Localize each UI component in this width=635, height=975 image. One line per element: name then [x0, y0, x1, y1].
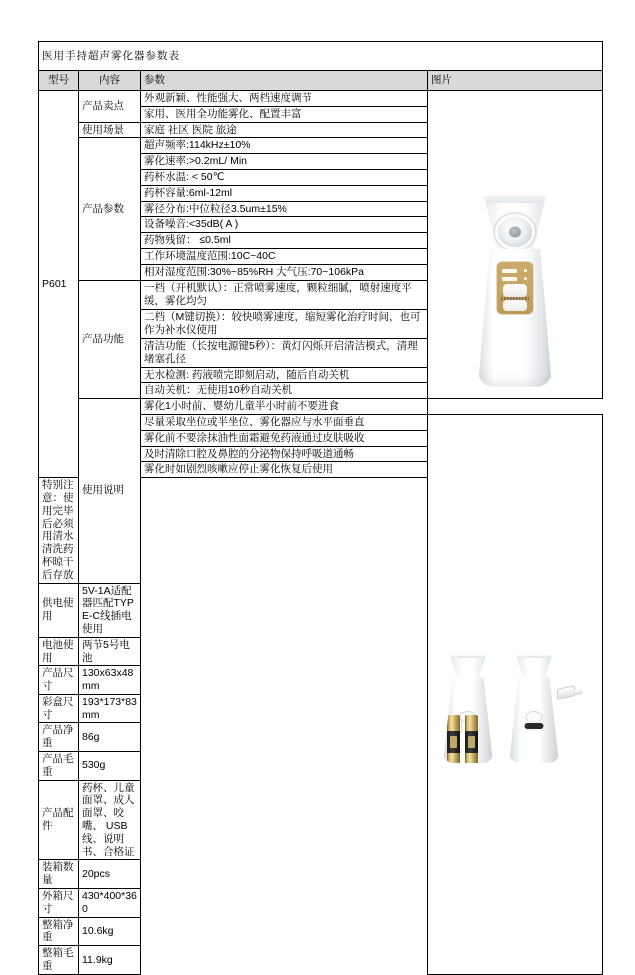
spec-accessories: 药杯、儿童面罩、成人面罩、咬嘴、 USB 线、说明书、合格证	[79, 780, 141, 860]
product-param-7: 药物残留： ≤0.5ml	[141, 233, 428, 249]
column-header-model: 型号	[39, 71, 79, 91]
usage-instruction-6: 特别注意：使用完毕后必须用清水清洗药杯晾干后存放	[39, 478, 79, 583]
category-usage-instructions: 使用说明	[79, 399, 141, 583]
category-accessories: 产品配件	[39, 780, 79, 860]
category-carton-size: 外箱尺寸	[39, 889, 79, 918]
spec-carton-size: 430*400*360	[79, 889, 141, 918]
spec-box-size: 193*173*83mm	[79, 694, 141, 723]
usage-instruction-5: 雾化时如剧烈咳嗽应停止雾化恢复后使用	[141, 462, 428, 478]
usage-instruction-1: 雾化1小时前、婴幼儿童半小时前不要进食	[141, 399, 428, 415]
category-carton-net-weight: 整箱净重	[39, 917, 79, 946]
product-function-3: 清洁功能（长按电源键5秒）：黄灯闪烁开启清洁模式，清理堵塞孔径	[141, 338, 428, 367]
category-net-weight: 产品净重	[39, 723, 79, 752]
nebulizer-mask-top	[484, 191, 546, 253]
spec-battery-use: 两节5号电池	[79, 637, 141, 666]
spec-gross-weight: 530g	[79, 752, 141, 781]
indicator-dot-1	[524, 269, 527, 272]
category-product-params: 产品参数	[79, 138, 141, 280]
nebulizer-pair-graphic	[431, 643, 599, 763]
nebulizer-lid	[484, 191, 546, 203]
product-param-9: 相对湿度范围:30%~85%RH 大气压:70~106kPa	[141, 264, 428, 280]
table-title-row	[39, 42, 603, 71]
nebulizer-device-front	[478, 191, 552, 387]
nebulizer-lid-small-left	[457, 651, 493, 658]
usb-plug-tail	[571, 689, 583, 697]
product-illustration-secondary	[431, 619, 599, 769]
category-selling-points: 产品卖点	[79, 91, 141, 123]
category-battery-use: 电池使用	[39, 637, 79, 666]
indicator-bar-1	[502, 269, 517, 273]
table-header-row	[39, 71, 603, 91]
indicator-dot-2	[524, 277, 527, 280]
product-param-2: 雾化速率:>0.2mL/ Min	[141, 154, 428, 170]
nebulizer-battery-view	[443, 651, 493, 763]
category-product-size: 产品尺寸	[39, 666, 79, 695]
product-param-3: 药杯水温: < 50℃	[141, 169, 428, 185]
category-usage-scenario: 使用场景	[79, 122, 141, 138]
column-header-content: 内容	[79, 71, 141, 91]
spec-carton-net-weight: 10.6kg	[79, 917, 141, 946]
power-button-graphic	[503, 284, 527, 297]
product-param-6: 设备噪音:<35dB( A )	[141, 217, 428, 233]
battery-compartment	[445, 711, 485, 763]
battery-cell-1	[447, 715, 460, 763]
product-param-4: 药杯容量:6ml-12ml	[141, 185, 428, 201]
control-panel	[496, 261, 534, 315]
nebulizer-body-small-left	[443, 677, 493, 763]
battery-cell-2	[465, 715, 478, 763]
usb-c-port	[525, 723, 544, 729]
category-product-functions: 产品功能	[79, 280, 141, 399]
usage-scenario-value: 家庭 社区 医院 旅途	[141, 122, 428, 138]
category-box-size: 彩盒尺寸	[39, 694, 79, 723]
spec-carton-qty: 20pcs	[79, 860, 141, 889]
page-title: 医用手持超声雾化器参数表	[39, 42, 603, 71]
product-image-secondary-cell	[428, 414, 603, 974]
selling-point-1: 外观新颖、性能强大、两档速度调节	[141, 91, 428, 107]
category-gross-weight: 产品毛重	[39, 752, 79, 781]
category-carton-qty: 装箱数量	[39, 860, 79, 889]
usage-instruction-2: 尽量采取坐位或半坐位、雾化器应与水平面垂直	[141, 414, 428, 430]
product-param-5: 雾径分布:中位粒径3.5um±15%	[141, 201, 428, 217]
selling-point-2: 家用、医用全功能雾化、配置丰富	[141, 106, 428, 122]
usb-c-plug-icon	[557, 685, 583, 699]
table-row	[39, 91, 603, 107]
category-carton-gross-weight: 整箱毛重	[39, 946, 79, 975]
spec-product-size: 130x63x48mm	[79, 666, 141, 695]
usage-instruction-3: 雾化前不要涂抹油性面霜避免药液通过皮肤吸收	[141, 430, 428, 446]
nebulizer-nozzle-ring	[498, 217, 532, 247]
spec-net-weight: 86g	[79, 723, 141, 752]
column-header-picture: 图片	[428, 71, 603, 91]
product-function-5: 自动关机：无使用10秒自动关机	[141, 383, 428, 399]
product-image-main-cell	[428, 91, 603, 399]
product-function-2: 二档（M键切换）：较快喷雾速度，缩短雾化治疗时间，也可作为补水仪使用	[141, 309, 428, 338]
button-oval-right	[526, 711, 543, 723]
nebulizer-body	[478, 249, 552, 387]
product-function-4: 无水检测: 药液喷完即刻启动，随后自动关机	[141, 367, 428, 383]
specification-table	[38, 41, 603, 975]
column-header-params: 参数	[141, 71, 428, 91]
nebulizer-lid-small-right	[523, 651, 559, 658]
nebulizer-body-small-right	[509, 677, 559, 763]
category-power-supply: 供电使用	[39, 583, 79, 637]
nebulizer-usb-view	[509, 651, 559, 763]
usage-instruction-4: 及时清除口腔及鼻腔的分泌物保持呼吸道通畅	[141, 446, 428, 462]
mode-button-graphic	[503, 300, 527, 311]
spec-power-supply: 5V-1A适配器匹配TYPE-C线插电使用	[79, 583, 141, 637]
product-illustration-main	[431, 95, 599, 395]
spec-carton-gross-weight: 11.9kg	[79, 946, 141, 975]
product-param-1: 超声频率:114kHz±10%	[141, 138, 428, 154]
nebulizer-mask-top-small-right	[516, 651, 552, 681]
table-row	[39, 399, 603, 415]
product-param-8: 工作环境温度范围:10C~40C	[141, 248, 428, 264]
product-function-1: 一档（开机默认）：正常喷雾速度，颗粒细腻，喷射速度平缓，雾化均匀	[141, 280, 428, 309]
indicator-bar-2	[502, 277, 517, 281]
nebulizer-mask-top-small-left	[450, 651, 486, 681]
model-value: P601	[39, 91, 79, 478]
